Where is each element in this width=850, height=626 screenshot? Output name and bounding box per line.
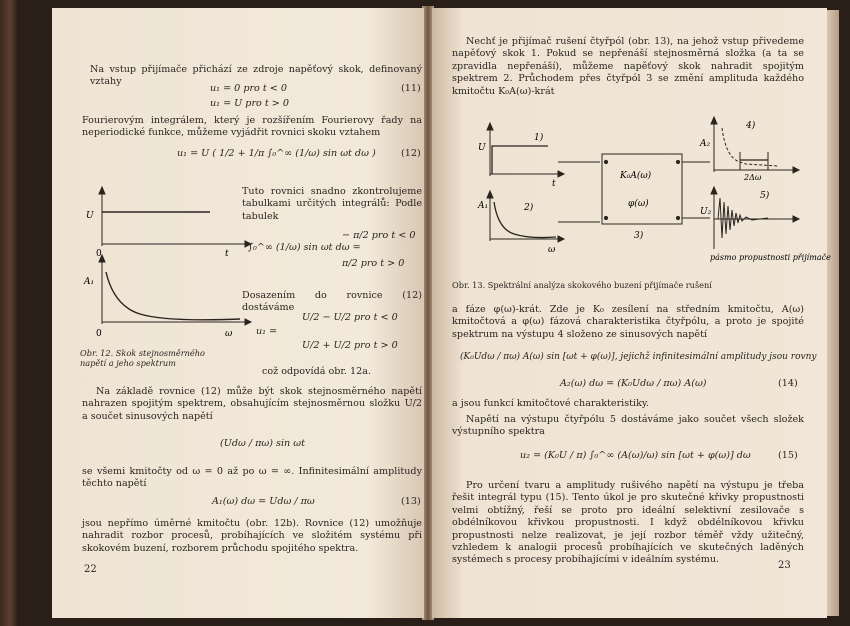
fig12-omega-label: ω bbox=[225, 329, 233, 339]
fig13-label-4: 4) bbox=[746, 121, 756, 131]
u1-case-negative: U/2 − U/2 pro t < 0 bbox=[302, 312, 398, 323]
eq11-number: (11) bbox=[401, 83, 421, 94]
eq14-number: (14) bbox=[778, 378, 798, 389]
urceni-paragraph: Pro určení tvaru a amplitudy rušivého napětí na výstupu je třeba řešit integrál typu (15). Tento úkol je pro skutečné křivky propustnosti velmi obtížný, řeší se proto pro ideální selektivní zesilovače s obdélníkovou křivkou propustnosti. I když obdélníkovou křivku propustnosti nelze realizovat, je její rozbor téměř vždy užitečný, vzhledem k analogii procesů probíhajících ve skutečných laděných systémech s procesy probíhajícími v ideálním systému. bbox=[452, 480, 804, 566]
fig12-zero-top: 0 bbox=[96, 249, 102, 259]
left-page: Na vstup přijímače přichází ze zdroje napěťový skok, definovaný vztahy u₁ = 0 pro t < 0 (11) u₁ = U pro t > 0 Fourierovým integrálem, který je rozšířením Fourierovy řady na neperiodické funkce, můžeme vyjádřit rovnici skoku vztahem u₁ = U ( 1/2 + 1/π ∫₀^∞ (1/ω) sin ωt dω ) (12) U t 0 A₁ ω 0 Obr. 12. Skok stejnosměrného napětí a jeho spektrum Tuto rovnici snadno zkontrolujeme tabulkami určitých integrálů: Podle tabulek ∫₀^∞ (1/ω) sin ωt dω = − π/2 pro t < 0 π/2 pro t > 0 Dosazením do rovnice (12) dostáváme u₁ = U/2 − U/2 pro t < 0 U/2 + U/2 pro t > 0 což odpovídá obr. 12a. Na základě rovnice (12) může být skok stejnosměrného napětí nahrazen spojitým spektrem, obsahujícím stejnosměrnou složku U/2 a součet sinusových napětí (Udω / πω) sin ωt se všemi kmitočty od ω = 0 až po ω = ∞. Infinitesimální amplitudy těchto napětí A₁(ω) dω = Udω / πω (13) jsou nepřímo úměrné kmitočtu (obr. 12b). Rovnice (12) umožňuje nahradit rozbor procesů, probíhajících ve složitém systému při skokovém buzení, rozborem průchodu spojitého spektra. 22 bbox=[52, 8, 424, 618]
right-page bbox=[432, 8, 831, 618]
fourier-paragraph: Fourierovým integrálem, který je rozšířením Fourierovy řady na neperiodické funkce, můžeme vyjádřit rovnici skoku vztahem bbox=[82, 115, 422, 139]
napeti-paragraph: Napětí na výstupu čtyřpólu 5 dostáváme jako součet všech složek výstupního spektra bbox=[452, 414, 804, 438]
fig13-label-3: 3) bbox=[634, 231, 644, 241]
fig13-label-2: 2) bbox=[524, 203, 534, 213]
eq15-number: (15) bbox=[778, 450, 798, 461]
tuto-paragraph: Tuto rovnici snadno zkontrolujeme tabulkami určitých integrálů: Podle tabulek bbox=[242, 186, 422, 222]
fig13-ka-label: K₀A(ω) bbox=[620, 171, 652, 181]
eq15: u₂ = (K₀U / π) ∫₀^∞ (A(ω)/ω) sin [ωt + φ(ω)] dω bbox=[520, 450, 751, 461]
eq13-number: (13) bbox=[401, 496, 421, 507]
fig13-dw-label: 2Δω bbox=[744, 173, 762, 182]
fig12-zero-bottom: 0 bbox=[96, 329, 102, 339]
fig13-u2-label: U₂ bbox=[700, 207, 712, 217]
zaklade-paragraph: Na základě rovnice (12) může být skok stejnosměrného napětí nahrazen spojitým spektrem, obsahujícím stejnosměrnou složku U/2 a součet sinusových napětí bbox=[82, 386, 422, 422]
fig12-a1-label: A₁ bbox=[84, 277, 95, 287]
right-page-number: 23 bbox=[778, 560, 791, 571]
dosazenim-paragraph: Dosazením do rovnice (12) dostáváme bbox=[242, 290, 422, 314]
fig13-u-label: U bbox=[478, 143, 486, 153]
fig13-phi-label: φ(ω) bbox=[628, 199, 649, 209]
fig12-t-label: t bbox=[225, 249, 229, 259]
u1-case-positive: U/2 + U/2 pro t > 0 bbox=[302, 340, 398, 351]
integral-case-positive: π/2 pro t > 0 bbox=[342, 258, 405, 269]
fig13-a2-label: A₂ bbox=[700, 139, 711, 149]
figure-12 bbox=[80, 184, 255, 349]
eq11a: u₁ = 0 pro t < 0 bbox=[210, 83, 287, 94]
intro-text: Na vstup přijímače přichází ze zdroje napěťový skok, definovaný vztahy bbox=[90, 64, 422, 88]
odpovida-text: což odpovídá obr. 12a. bbox=[262, 366, 372, 377]
eq12-number: (12) bbox=[401, 148, 421, 159]
integral-case-negative: − π/2 pro t < 0 bbox=[342, 230, 416, 241]
fig13-a1-label: A₁ bbox=[478, 201, 489, 211]
kmitocty-paragraph: se všemi kmitočty od ω = 0 až po ω = ∞. Infinitesimální amplitudy těchto napětí bbox=[82, 466, 422, 490]
fig13-band-label: pásmo propustnosti přijímače bbox=[710, 253, 831, 262]
eq-sin: (Udω / πω) sin ωt bbox=[220, 438, 305, 449]
fig12-caption: Obr. 12. Skok stejnosměrného napětí a jeho spektrum bbox=[80, 348, 205, 368]
eq11b: u₁ = U pro t > 0 bbox=[210, 98, 289, 109]
eq13: A₁(ω) dω = Udω / πω bbox=[212, 496, 315, 507]
phase-paragraph: a fáze φ(ω)-krát. Zde je K₀ zesílení na středním kmitočtu, A(ω) kmitočtová a φ(ω) fázová charakteristika čtyřpólu, a proto je spojité spektrum na výstupu 4 složeno ze sinusových napětí bbox=[452, 304, 804, 340]
fig13-t-label: t bbox=[552, 179, 556, 189]
fig13-label-1: 1) bbox=[534, 133, 544, 143]
fig13-omega-label: ω bbox=[548, 245, 556, 255]
integral-lhs: ∫₀^∞ (1/ω) sin ωt dω = bbox=[248, 242, 361, 253]
eq12: u₁ = U ( 1/2 + 1/π ∫₀^∞ (1/ω) sin ωt dω ) bbox=[177, 148, 376, 159]
eq-output: (K₀Udω / πω) A(ω) sin [ωt + φ(ω)], jejichž infinitesimální amplitudy jsou rovny bbox=[460, 352, 817, 362]
primo-paragraph: jsou nepřímo úměrné kmitočtu (obr. 12b). Rovnice (12) umožňuje nahradit rozbor procesů, probíhajících ve složitém systému při skokovém buzení, rozborem průchodu spojitého spektra. bbox=[82, 518, 422, 554]
top-paragraph: Nechť je přijímač rušení čtyřpól (obr. 13), na jehož vstup přivedeme napěťový skok 1. Pokud se nepřenáší stejnosměrná složka (a ta se zpravidla nepřenáší), můžeme napěťový skok nahradit spojitým spektrem 2. Průchodem přes čtyřpól 3 se změní amplituda každého kmitočtu K₀A(ω)-krát bbox=[452, 36, 804, 97]
fig12-u-label: U bbox=[86, 211, 94, 221]
fig13-label-5: 5) bbox=[760, 191, 770, 201]
jsou-text: a jsou funkcí kmitočtové charakteristiky. bbox=[452, 398, 650, 409]
page-edge bbox=[827, 10, 839, 616]
eq14: A₂(ω) dω = (K₀Udω / πω) A(ω) bbox=[560, 378, 707, 389]
left-page-number: 22 bbox=[84, 564, 97, 575]
fig13-caption: Obr. 13. Spektrální analýza skokového buzení přijímače rušení bbox=[452, 280, 712, 290]
figure-13 bbox=[478, 114, 831, 274]
